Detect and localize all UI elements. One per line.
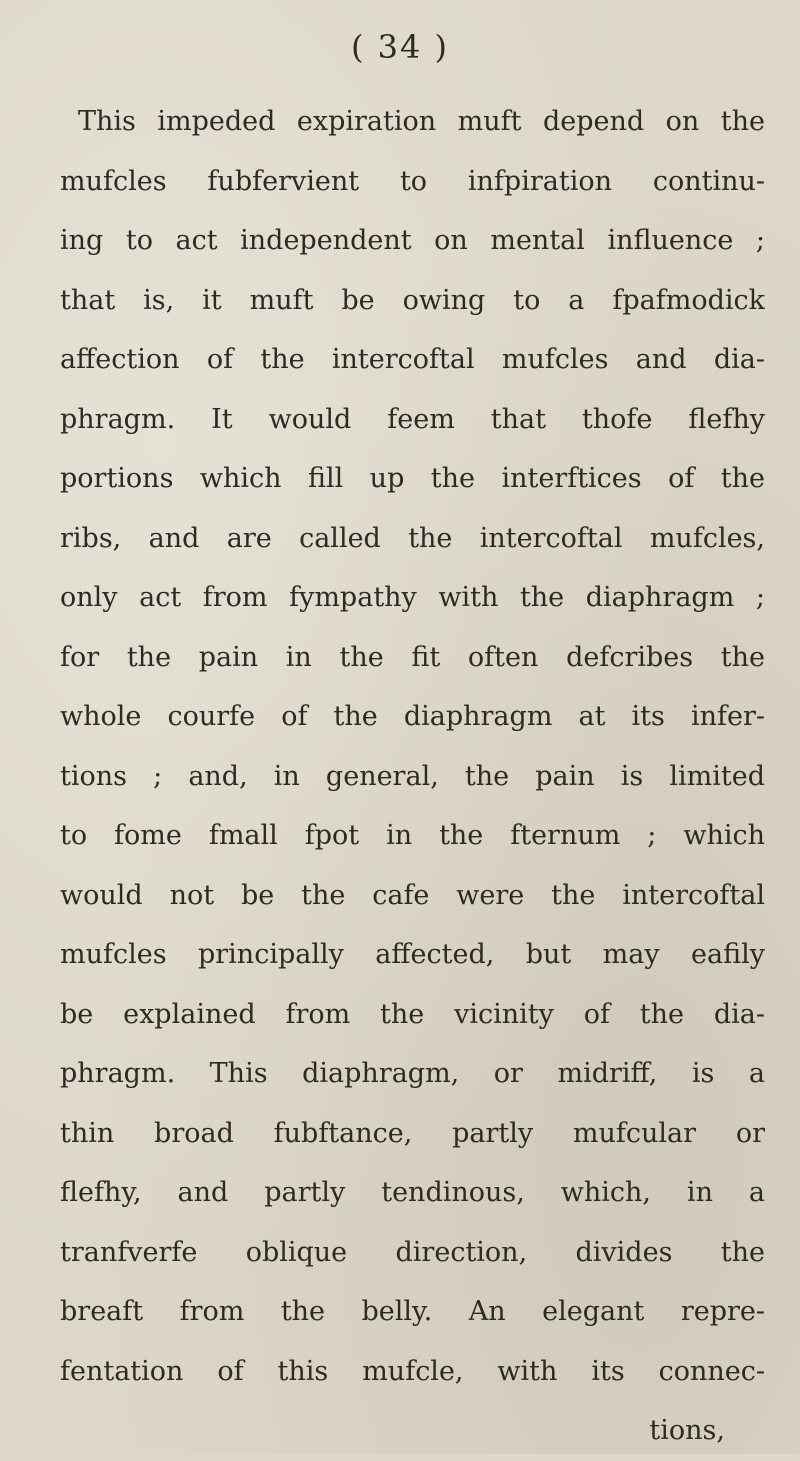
text-line: phragm. It would feem that thofe flefhy [60,403,765,435]
text-line: tranfverfe oblique direction, divides the [60,1236,765,1268]
text-line: mufcles fubfervient to infpiration continu- [60,165,765,197]
text-line: that is, it muft be owing to a fpafmodick [60,284,765,316]
text-line: phragm. This diaphragm, or midriff, is a [60,1058,765,1089]
text-line: would not be the cafe were the intercoftal [60,879,765,911]
text-line: fentation of this mufcle, with its connec- [60,1355,765,1387]
text-line: affection of the intercoftal mufcles and dia- [60,344,765,375]
body-text [60,92,765,1461]
text-line: mufcles principally affected, but may eafily [60,939,765,970]
text-line: ribs, and are called the intercoftal mufcles, [60,522,765,554]
text-line: portions which fill up the interftices of the [60,463,765,494]
catchword: tions, [649,1415,725,1446]
text-line: whole courfe of the diaphragm at its infer- [60,701,765,732]
text-line: breaft from the belly. An elegant repre- [60,1296,765,1327]
page-number: ( 34 ) [350,28,450,66]
text-line: to fome fmall fpot in the fternum ; which [60,820,765,851]
text-line: ing to act independent on mental influence ; [60,225,765,256]
text-line: This impeded expiration muft depend on the [78,106,765,137]
text-line: flefhy, and partly tendinous, which, in a [60,1177,765,1208]
text-line: for the pain in the fit often defcribes the [60,641,765,673]
text-line: only act from fympathy with the diaphragm ; [60,582,765,613]
text-line: tions ; and, in general, the pain is limited [60,760,765,792]
text-line: thin broad fubftance, partly mufcular or [60,1117,765,1149]
text-line: be explained from the vicinity of the dia- [60,998,765,1030]
